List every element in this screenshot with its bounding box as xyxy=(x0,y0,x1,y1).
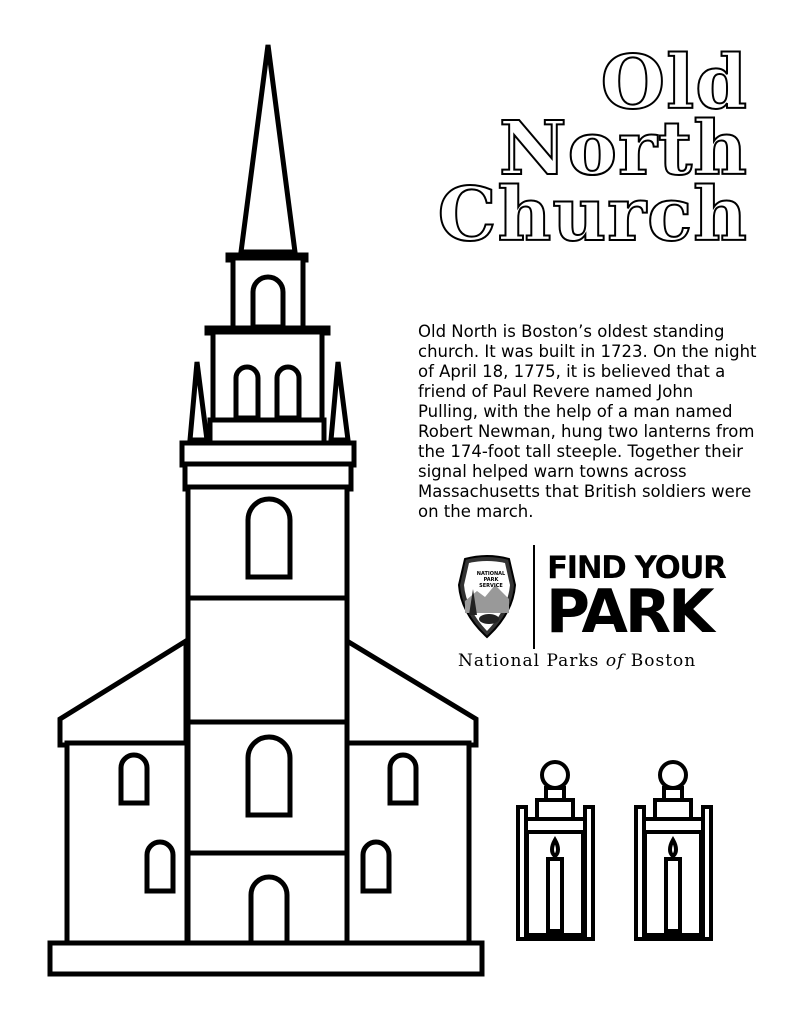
church-window-left-upper xyxy=(121,755,147,803)
church-spire xyxy=(241,45,295,252)
church-roof-left xyxy=(60,641,186,745)
title-line-3: Church xyxy=(437,172,748,258)
logo-divider xyxy=(533,545,535,649)
footer-part-2: of xyxy=(605,651,625,671)
lantern-left xyxy=(510,757,610,917)
church-tower-window-upper xyxy=(248,499,290,577)
church-window-left-lower xyxy=(147,842,173,891)
badge-text-2: PARK xyxy=(483,577,499,583)
logo-tagline-top: FIND YOUR xyxy=(547,550,726,586)
church-window-right-lower xyxy=(363,842,389,891)
church-roof-right xyxy=(347,641,476,745)
description-text: Old North is Boston’s oldest standing church. It was built in 1723. On the night of April 18, 1775, it is believed that a friend of Paul Revere named John Pulling, with the help of a man named Robert Newman, hung two lanterns from the 174-foot tall steeple. Together their signal helped warn towns across Massachusetts that British soldiers were on the march. xyxy=(418,322,757,521)
logo-tagline-bottom: PARK xyxy=(546,577,712,647)
church-tier xyxy=(213,332,322,420)
church-tier-base xyxy=(210,420,324,444)
lantern-right xyxy=(628,757,728,917)
church-pinnacle-right xyxy=(331,362,348,440)
church-window-right-upper xyxy=(390,755,416,803)
footer-text xyxy=(458,651,718,671)
church-tower-window-middle xyxy=(248,737,290,815)
title-line-2: North xyxy=(499,106,748,192)
church-tier-window-left xyxy=(236,367,258,418)
church-pinnacle-left xyxy=(190,362,207,440)
church-tier-window-right xyxy=(277,367,299,418)
find-your-park-logo xyxy=(455,545,726,647)
footer-part-1: National Parks xyxy=(458,651,600,671)
nps-arrowhead-icon xyxy=(455,555,519,639)
church-base xyxy=(50,943,482,974)
title-line-1: Old xyxy=(600,40,748,126)
footer-part-3: Boston xyxy=(630,651,697,671)
badge-text-3: SERVICE xyxy=(479,583,503,589)
church-door xyxy=(251,877,287,943)
badge-text-1: NATIONAL xyxy=(476,571,506,577)
church-belfry-window xyxy=(253,277,283,327)
page-title xyxy=(430,40,748,258)
